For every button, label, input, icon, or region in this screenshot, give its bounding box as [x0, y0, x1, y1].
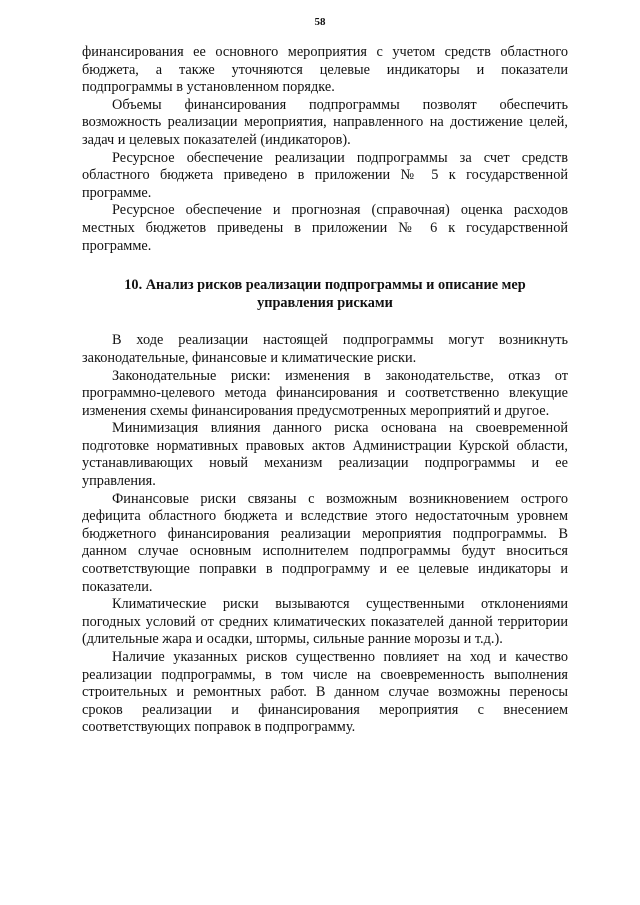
section-heading: 10. Анализ рисков реализации подпрограммы и описание мер управления рисками	[124, 277, 526, 311]
paragraph-resource-regional: Ресурсное обеспечение реализации подпрограммы за счет средств областного бюджета приведено в приложении № 5 к государственной программе.	[82, 149, 568, 201]
paragraph-financing-volumes: Объемы финансирования подпрограммы позволят обеспечить возможность реализации мероприятия, направленного на достижение целей, задач и целевых показателей (индикаторов).	[82, 96, 568, 148]
page-number: 58	[314, 16, 326, 28]
paragraph-legislative-risks: Законодательные риски: изменения в законодательстве, отказ от программно-целевого метода финансирования и соответственно влекущие изменения схемы финансирования предусмотренных мероприятий и другое.	[82, 367, 568, 419]
paragraph-financial-risks: Финансовые риски связаны с возможным возникновением острого дефицита областного бюджета и вследствие этого недостаточным уровнем бюджетного финансирования реализации мероприятия подпрограммы. В данном случае основным исполнителем подпрограммы будут вноситься соответствующие поправки в подпрограмму и ее целевые индикаторы и показатели.	[82, 490, 568, 595]
paragraph-risks-intro: В ходе реализации настоящей подпрограммы могут возникнуть законодательные, финансовые и климатические риски.	[82, 332, 568, 366]
paragraph-resource-local: Ресурсное обеспечение и прогнозная (справочная) оценка расходов местных бюджетов приведены в приложении № 6 к государственной программе.	[82, 202, 568, 254]
paragraph-risk-minimization: Минимизация влияния данного риска основана на своевременной подготовке нормативных правовых актов Администрации Курской области, устанавливающих новый механизм реализации подпрограммы и ее управления.	[82, 420, 568, 490]
paragraph-climate-risks: Климатические риски вызываются существенными отклонениями погодных условий от средних климатических показателей данной территории (длительные жара и осадки, штормы, сильные ранние морозы и т.д.).	[82, 596, 568, 648]
document-body	[82, 44, 568, 737]
paragraph-risks-impact: Наличие указанных рисков существенно повлияет на ход и качество реализации подпрограммы, в том числе на своевременность выполнения строительных и ремонтных работ. В данном случае возможны переносы сроков реализации и финансирования мероприятия с внесением соответствующих поправок в подпрограмму.	[82, 649, 568, 736]
paragraph-continuation: финансирования ее основного мероприятия с учетом средств областного бюджета, а также уточняются целевые индикаторы и показатели подпрограммы в установленном порядке.	[82, 44, 568, 96]
